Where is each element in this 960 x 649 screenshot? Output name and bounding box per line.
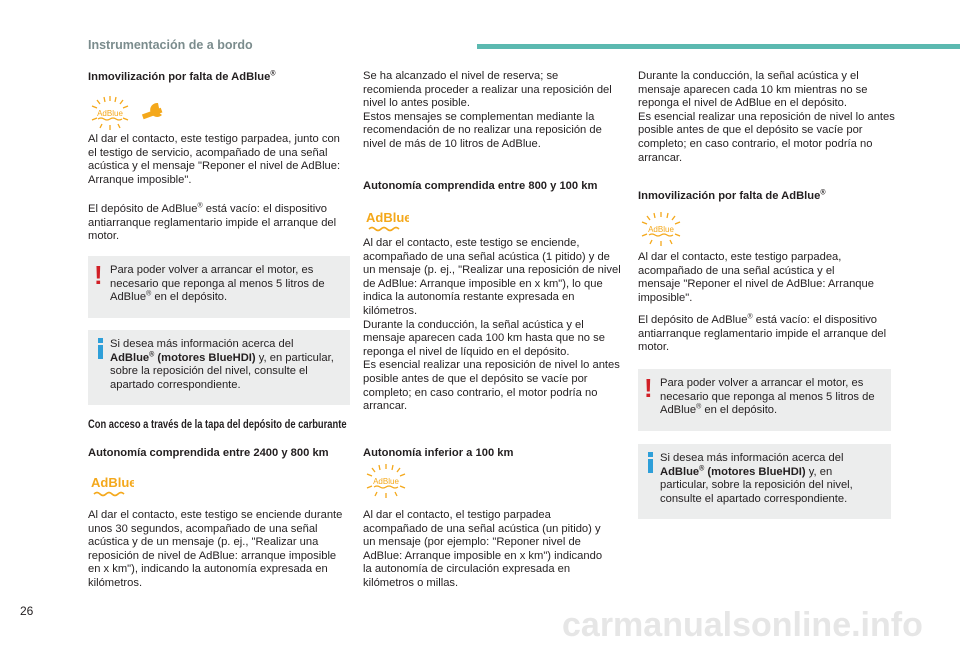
adblue-blink-icon	[638, 211, 684, 247]
col1-paragraph-3: Al dar el contacto, este testigo se enciende durante unos 30 segundos, acompañado de una señal acústica y de un mensaje (p. ej., "Realizar una reposición de nivel de AdBlue: arranque imposible en x km"), indicando la autonomía expresada en kilómetros.	[88, 509, 343, 589]
watermark: carmanualsonline.info	[562, 606, 923, 644]
col3-info-note	[638, 444, 891, 519]
col1-warning-note	[88, 256, 350, 318]
svg-text:AdBlue: AdBlue	[648, 225, 674, 234]
col3-warning-note	[638, 369, 891, 431]
page-number: 26	[20, 604, 34, 618]
col1-heading-immobilization: Inmovilización por falta de AdBlue®	[88, 70, 276, 83]
col1-info-note	[88, 330, 350, 405]
header-title: Instrumentación de a bordo	[88, 38, 253, 52]
col3-paragraph-3: El depósito de AdBlue® está vacío: el dispositivo antiarranque reglamentario impide el arranque del motor.	[638, 313, 887, 354]
col3-paragraph-1: Durante la conducción, la señal acústica y el mensaje aparecen cada 10 km mientras no se reponga el nivel de AdBlue en el depósito. Es esencial realizar una reposición de nivel lo antes posible antes de que el depósito se vacíe por completo; en caso contrario, el motor podría no arrancar.	[638, 70, 895, 164]
col1-warning-text: Para poder volver a arrancar el motor, es necesario que reponga al menos 5 litros de AdBlue® en el depósito.	[110, 264, 325, 304]
adblue-blink-icon	[363, 463, 409, 499]
adblue-icon	[90, 473, 134, 499]
col1-paragraph-2: El depósito de AdBlue® está vacío: el dispositivo antiarranque reglamentario impide el arranque del motor.	[88, 202, 337, 243]
warning-exclamation-icon: !	[94, 260, 103, 290]
col3-info-text: Si desea más información acerca del AdBlue® (motores BlueHDI) y, en particular, sobre la reposición del nivel, consulte el apartado correspondiente.	[660, 452, 853, 505]
col2-paragraph-3: Al dar el contacto, el testigo parpadea acompañado de una señal acústica (un pitido) y un mensaje (por ejemplo: "Reponer nivel de AdBlue: Arranque imposible en x km") indicando la autonomía de circulación expresada en kilómetros o millas.	[363, 509, 603, 589]
adblue-blink-wrench-icon	[88, 95, 178, 131]
col3-warning-text: Para poder volver a arrancar el motor, es necesario que reponga al menos 5 litros de AdBlue® en el depósito.	[660, 377, 875, 417]
col2-heading-range-800: Autonomía comprendida entre 800 y 100 km	[363, 180, 598, 192]
svg-text:AdBlue: AdBlue	[97, 109, 123, 118]
svg-text:AdBlue: AdBlue	[366, 210, 409, 225]
header-accent-bar	[477, 44, 960, 49]
col1-section-title: Con acceso a través de la tapa del depósito de carburante	[88, 417, 347, 431]
adblue-icon	[365, 208, 409, 234]
svg-text:AdBlue: AdBlue	[373, 477, 399, 486]
info-icon	[98, 338, 104, 359]
col2-paragraph-1: Se ha alcanzado el nivel de reserva; se recomienda proceder a realizar una reposición del nivel lo antes posible. Estos mensajes se complementan mediante la recomendación de no realizar una reposición de nivel de más de 10 litros de AdBlue.	[363, 70, 612, 150]
col3-paragraph-2: Al dar el contacto, este testigo parpadea, acompañado de una señal acústica y el mensaje "Reponer el nivel de AdBlue: Arranque imposible".	[638, 251, 874, 304]
svg-text:AdBlue: AdBlue	[91, 475, 134, 490]
col3-heading-immobilization: Inmovilización por falta de AdBlue®	[638, 189, 826, 202]
info-icon	[648, 452, 654, 473]
col1-info-text: Si desea más información acerca del AdBlue® (motores BlueHDI) y, en particular, sobre la reposición del nivel, consulte el apartado correspondiente.	[110, 338, 334, 391]
col2-paragraph-2: Al dar el contacto, este testigo se enciende, acompañado de una señal acústica (1 pitido) y de un mensaje (p. ej., "Realizar una reposición de nivel de AdBlue: Arranque imposible en x km"), lo que indica la autonomía restante expresada en kilómetros. Durante la conducción, la señal acústica y el mensaje aparecen cada 100 km hasta que no se reponga el nivel de líquido en el depósito. Es esencial realizar una reposición de nivel lo antes posible antes de que el depósito se vacíe por completo; en caso contrario, el motor podría no arrancar.	[363, 237, 621, 413]
col1-paragraph-1: Al dar el contacto, este testigo parpadea, junto con el testigo de servicio, acompañado de una señal acústica y el mensaje "Reponer el nivel de AdBlue: Arranque imposible".	[88, 133, 341, 186]
warning-exclamation-icon: !	[644, 373, 653, 403]
col1-heading-range-2400: Autonomía comprendida entre 2400 y 800 km	[88, 447, 329, 459]
col2-heading-range-100: Autonomía inferior a 100 km	[363, 447, 514, 459]
